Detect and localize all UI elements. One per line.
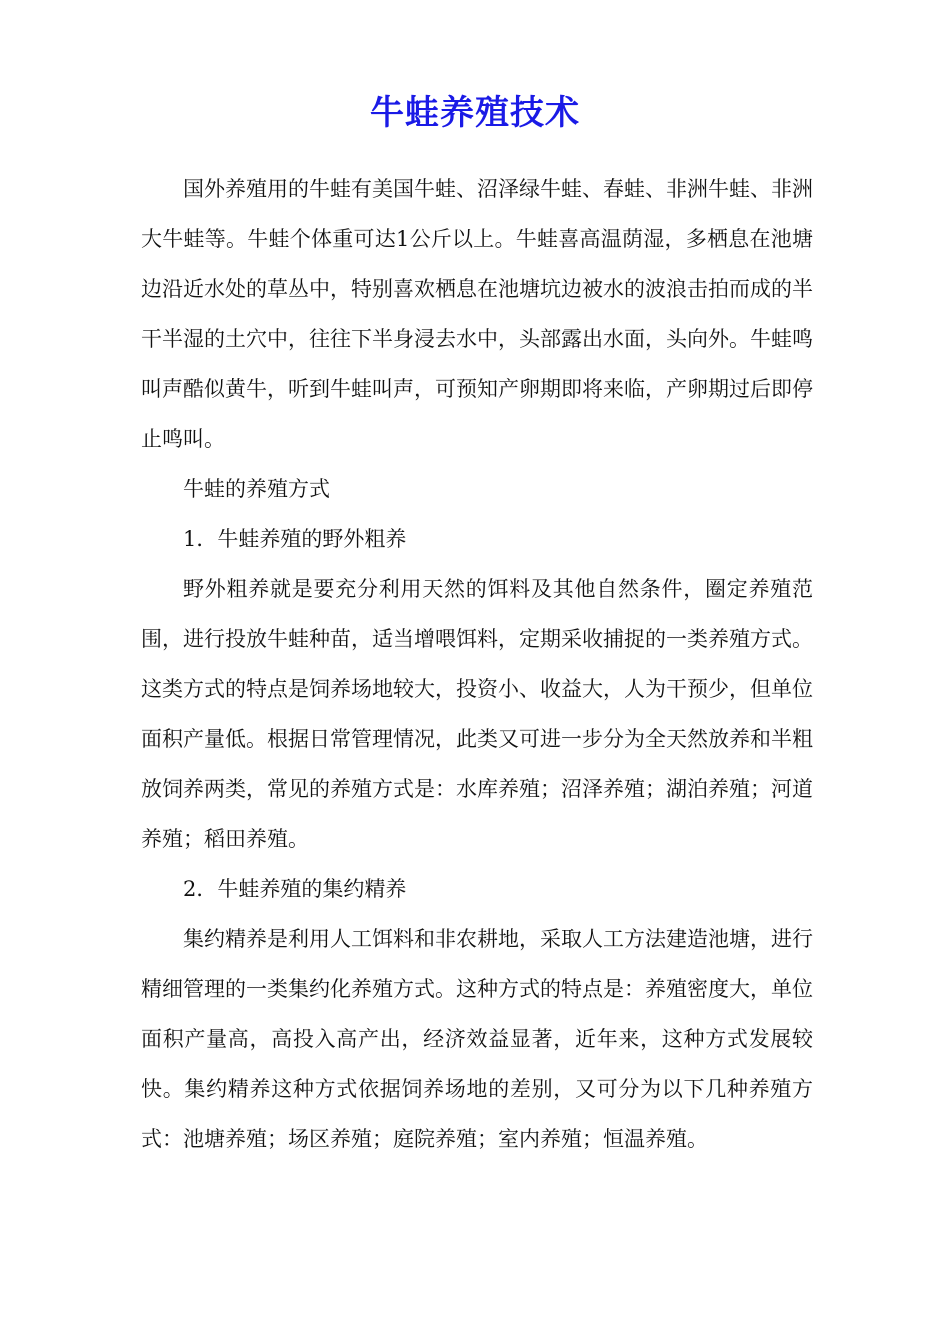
paragraph-intro: 国外养殖用的牛蛙有美国牛蛙、沼泽绿牛蛙、春蛙、非洲牛蛙、非洲大牛蛙等。牛蛙个体重可达1公斤以上。牛蛙喜高温荫湿，多栖息在池塘边沿近水处的草丛中，特别喜欢栖息在池塘坑边被水的波浪击拍而成的半干半湿的土穴中，往往下半身浸去水中，头部露出水面，头向外。牛蛙鸣叫声酷似黄牛，听到牛蛙叫声，可预知产卵期即将来临，产卵期过后即停止鸣叫。 <box>141 177 813 451</box>
document-title: 牛蛙养殖技术 <box>370 93 580 133</box>
paragraph-intensive-farming: 集约精养是利用人工饵料和非农耕地，采取人工方法建造池塘，进行精细管理的一类集约化养殖方式。这种方式的特点是：养殖密度大，单位面积产量高，高投入高产出，经济效益显著，近年来，这种方式发展较快。集约精养这种方式依据饲养场地的差别，又可分为以下几种养殖方式：池塘养殖；场区养殖；庭院养殖；室内养殖；恒温养殖。 <box>141 927 813 1151</box>
paragraph-wild-farming: 野外粗养就是要充分利用天然的饵料及其他自然条件，圈定养殖范围，进行投放牛蛙种苗，适当增喂饵料，定期采收捕捉的一类养殖方式。这类方式的特点是饲养场地较大，投资小、收益大，人为干预少，但单位面积产量低。根据日常管理情况，此类又可进一步分为全天然放养和半粗放饲养两类，常见的养殖方式是：水库养殖；沼泽养殖；湖泊养殖；河道养殖；稻田养殖。 <box>141 577 813 851</box>
subsection-heading-intensive: 2．牛蛙养殖的集约精养 <box>183 877 407 901</box>
section-heading-methods: 牛蛙的养殖方式 <box>183 477 330 501</box>
subsection-heading-wild: 1．牛蛙养殖的野外粗养 <box>183 527 407 551</box>
document-body <box>141 164 813 1164</box>
